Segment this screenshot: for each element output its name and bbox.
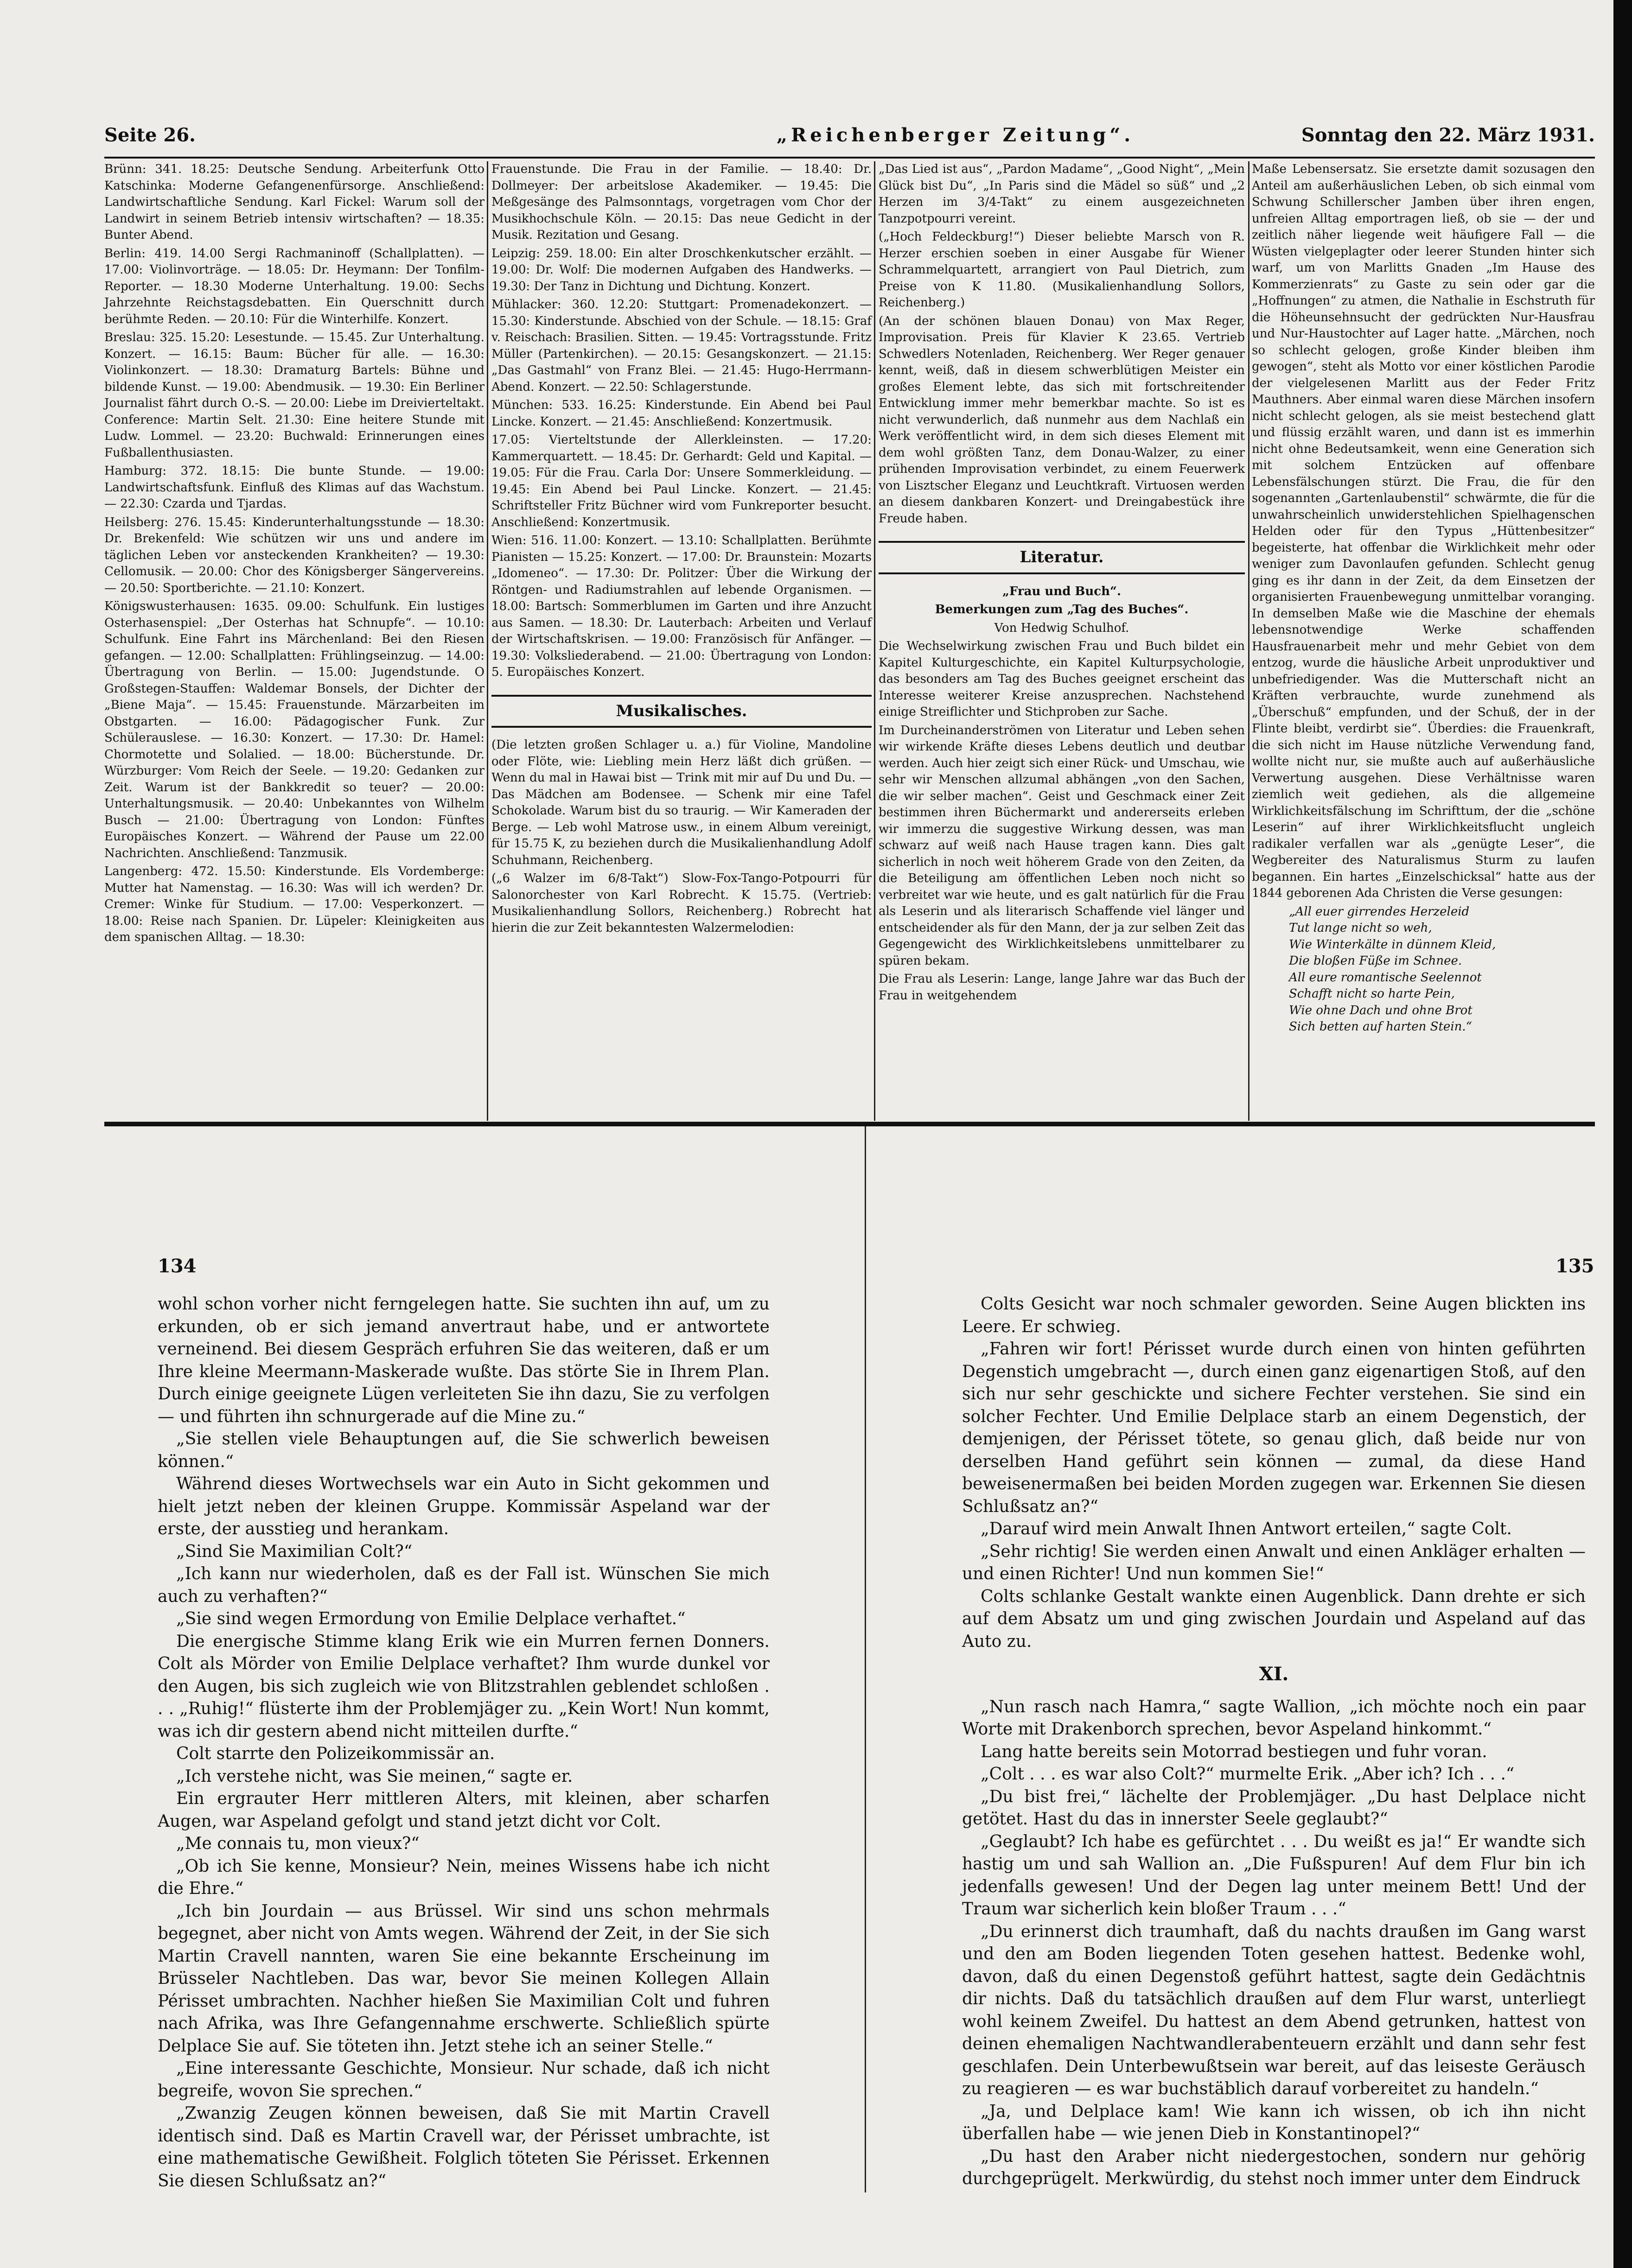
- article-continuation-column: [1252, 161, 1595, 1112]
- novel-paragraph: „Fahren wir fort! Périsset wurde durch einen von hinten geführten Degenstich umgebracht —, durch einen ganz eigenartigen Stoß, auf den sich nur sehr geschickte und sichere Fechter verstehen. Sie sind ein solcher Fechter. Und Emilie Delplace starb an einem Degenstich, der demjenigen, der Périsset tötete, so genau glich, daß beide nur von derselben Hand geführt sein können — zumal, da diese Hand beweisenermaßen bei beiden Morden zugegen war. Erkennen Sie diesen Schlußsatz an?“: [962, 1340, 1586, 1516]
- radio-entry: Leipzig: 259. 18.00: Ein alter Droschkenkutscher erzählt. — 19.00: Dr. Wolf: Die modernen Aufgaben des Handwerks. — 19.30: Der Tanz in Dichtung und Dichtung. Konzert.: [491, 246, 872, 293]
- novel-paragraph: „Du hast den Araber nicht niedergestochen, sondern nur gehörig durchgeprügelt. Merkwürdig, du stehst noch immer unter dem Eindruck: [962, 2147, 1586, 2188]
- novel-paragraph: Während dieses Wortwechsels war ein Auto in Sicht gekommen und hielt jetzt neben der kleinen Gruppe. Kommissär Aspeland war der erste, der ausstieg und herankam.: [158, 1474, 770, 1538]
- header-rule: [104, 157, 1595, 159]
- radio-entry: Hamburg: 372. 18.15: Die bunte Stunde. — 19.00: Landwirtschaftsfunk. Einfluß des Klimas auf das Wachstum. — 22.30: Czarda und Tjardas.: [104, 464, 484, 511]
- page-header: [104, 124, 1595, 152]
- novel-paragraph: „Ich bin Jourdain — aus Brüssel. Wir sind uns schon mehrmals begegnet, aber nicht von Amts wegen. Während der Zeit, in der Sie sich Martin Cravell nannten, waren Sie eine bekannte Erscheinung im Brüsseler Nachtleben. Das war, bevor Sie meinen Kollegen Allain Périsset umbrachten. Nachher hießen Sie Maximilian Colt und fuhren nach Afrika, was Ihre Gefangennahme erschwerte. Schließlich spürte Delplace Sie auf. Sie töteten ihn. Jetzt stehe ich an seiner Stelle.“: [158, 1901, 770, 2056]
- music-review: „Das Lied ist aus“, „Pardon Madame“, „Good Night“, „Mein Glück bist Du“, „In Paris sind die Mädel so süß“ und „2 Herzen im 3/4-Takt“ zu einem ausgezeichneten Tanzpotpourri vereint.: [879, 162, 1245, 226]
- scan-edge: [1613, 0, 1632, 2268]
- column-divider: [874, 161, 875, 1121]
- novel-paragraph: „Sie sind wegen Ermordung von Emilie Delplace verhaftet.“: [176, 1609, 686, 1628]
- music-review: („Hoch Feldeckburg!“) Dieser beliebte Marsch von R. Herzer erschien soeben in einer Ausgabe für Wiener Schrammelquartett, arrangiert von Paul Dietrich, zum Preise von K 11.80. (Musikalienhandlung Sollors, Reichenberg.): [879, 230, 1245, 310]
- issue-date: Sonntag den 22. März 1931.: [1301, 124, 1595, 146]
- article-paragraph: Maße Lebensersatz. Sie ersetzte damit sozusagen den Anteil am außerhäuslichen Leben, ob sich einmal vom Schwung Schillerscher Jamben über ihren engen, unfreien Alltag emportragen ließ, ob sie — der und zeitlich näher liegende weit häufigere Fall — die Wüsten vielgeplagter oder leerer Stunden hinter sich warf, um von Marlitts Gnaden „Im Hause des Kommerzienrats“ zu Gaste zu sein oder gar die „Hoffnungen“ zu atmen, die Nathalie in Eschstruth für die Höheunsehnsucht der gedrückten Nur-Hausfrau und Nur-Haustochter auf Lager hatte. „Märchen, noch so schlecht gelogen, große Kinder bleiben ihm gewogen“, steht als Motto vor einer köstlichen Parodie der vielgelesenen Marlitt aus der Feder Fritz Mauthners. Aber einmal waren diese Märchen insofern nicht schlecht gelogen, als sie meist bestechend glatt und flüssig erzählt waren, und dann ist es immerhin nicht ohne Bedeutsamkeit, wenn eine Generation sich mit solchem Entzücken auf offenbare Lebensfälschungen stürzt. Die Frau, die für den sogenannten „Gartenlaubenstil“ schwärmte, die für die unwahrscheinlich unwiderstehlichen Spielhagenschen Helden oder für den Typus „Hüttenbesitzer“ begeisterte, hat offenbar die Wirklichkeit mehr oder weniger zum Davonlaufen gefunden. Schlecht genug ging es ihr dann in der Zeit, da dem Einsetzen der organisierten Frauenbewegung unmittelbar voranging. In demselben Maße wie die Maschine der ehemals lebensnotwendige Werke schaffenden Hausfrauenarbeit mehr und mehr Gebiet von dem entzog, wurde die häusliche Arbeit unproduktiver und unbefriedigender. Was die Mutterschaft nicht an Kräften verbrauchte, wurde zunehmend als „Überschuß“ empfunden, und der Schuß, der in der Flinte bleibt, verdirbt sie“. Überdies: die Frauenkraft, die sich nicht im Hause nützliche Verwendung fand, wollte nicht nur, sie mußte auch auf außerhäusliche Verwertung ausgehen. Diese Verhältnisse waren ziemlich weit gediehen, als die allgemeine Wirklichkeitsfälschung im Schrifttum, der die „schöne Leserin“ auf ihrer Wirklichkeitsflucht ungleich radikaler verfallen war als „genügte Leser“, die Wegbereiter des Naturalismus Sturm zu laufen begannen. Ein hartes „Einzelschicksal“ hatte aus der 1844 geborenen Ada Christen die Verse gesungen:: [1252, 162, 1595, 900]
- article-author: Von Hedwig Schulhof.: [994, 621, 1129, 635]
- novel-left-page: [158, 1293, 770, 2191]
- novel-paragraph: „Darauf wird mein Anwalt Ihnen Antwort erteilen,“ sagte Colt.: [981, 1519, 1512, 1538]
- poem-line: „All euer girrendes Herzeleid: [1289, 904, 1470, 919]
- radio-entry: Breslau: 325. 15.20: Lesestunde. — 15.45. Zur Unterhaltung. Konzert. — 16.15: Baum: Bücher für alle. — 16.30: Violinkonzert. — 18.30: Dramaturg Bartels: Bühne und bildende Kunst. — 19.00: Abendmusik. — 19.30: Ein Berliner Journalist fährt durch O.-S. — 20.00: Liebe im Dreivierteltakt. Conference: Martin Selt. 21.30: Eine heitere Stunde mit Ludw. Lommel. — 23.20: Buchwald: Erinnerungen eines Fußballenthusiasten.: [104, 330, 484, 460]
- poem-line: Die bloßen Füße im Schnee.: [1289, 954, 1462, 968]
- article-title: „Frau und Buch“.: [1002, 584, 1122, 598]
- novel-paragraph: „Nun rasch nach Hamra,“ sagte Wallion, „ich möchte noch ein paar Worte mit Drakenborch sprechen, bevor Aspeland hinkommt.“: [962, 1697, 1586, 1739]
- music-review: (An der schönen blauen Donau) von Max Reger, Improvisation. Preis für Klavier K 23.65. Vertrieb Schwedlers Notenladen, Reichenberg. Wer Reger genauer kennt, weiß, daß in diesem schwerblütigen Meister ein großes Element lebte, das sich mit fortschreitender Entwicklung immer mehr bemerkbar machte. So ist es nicht verwunderlich, daß nunmehr aus dem Nachlaß ein Werk veröffentlicht wird, in dem sich dieses Element mit dem wohl größten Tanz, dem Donau-Walzer, zu einer prühenden Improvisation verbindet, zu einem Feuerwerk von Lisztscher Eleganz und Leuchtkraft. Virtuosen werden an diesem dankbaren Konzert- und Dreingabestück ihre Freude haben.: [879, 314, 1245, 526]
- novel-paragraph: „Ich kann nur wiederholen, daß es der Fall ist. Wünschen Sie mich auch zu verhaften?“: [158, 1564, 770, 1606]
- novel-paragraph: Colts schlanke Gestalt wankte einen Augenblick. Dann drehte er sich auf dem Absatz um und ging zwischen Jourdain und Aspeland auf das Auto zu.: [962, 1587, 1586, 1651]
- radio-entry: Königswusterhausen: 1635. 09.00: Schulfunk. Ein lustiges Osterhasenspiel: „Der Osterhas hat Schnupfe“. — 10.10: Schulfunk. Eine Fahrt ins Märchenland: Bei den Riesen gefangen. — 12.00: Schallplatten: Frühlingseinzug. — 14.00: Übertragung von Berlin. — 15.00: Jugendstunde. O Großstegen-Stauffen: Waldemar Bonsels, der Dichter der „Biene Maja“. — 15.45: Frauenstunde. Märzarbeiten im Obstgarten. — 16.00: Pädagogischer Funk. Zur Schülerauslese. — 16.30: Konzert. — 17.30: Dr. Hamel: Chormotette und Solalied. — 18.00: Bücherstunde. Dr. Würzburger: Vom Reich der Seele. — 19.20: Gedanken zur Zeit. Warum ist der Bankkredit so teuer? — 20.00: Unterhaltungsmusik. — 20.40: Unbekanntes von Wilhelm Busch — 21.00: Übertragung von London: Fünftes Europäisches Konzert. — Während der Pause um 22.00 Nachrichten. Anschließend: Tanzmusik.: [104, 599, 484, 860]
- column-divider: [487, 161, 488, 1121]
- poem-line: Wie ohne Dach und ohne Brot: [1289, 1003, 1473, 1017]
- novel-paragraph: Ein ergrauter Herr mittleren Alters, mit kleinen, aber scharfen Augen, war Aspeland gefolgt und stand jetzt dicht vor Colt.: [158, 1789, 770, 1831]
- music-literature-column: [879, 161, 1245, 1112]
- poem-line: Schafft nicht so harte Pein,: [1289, 987, 1455, 1001]
- novel-paragraph: Colt starrte den Polizeikommissär an.: [176, 1744, 495, 1763]
- radio-entry: Berlin: 419. 14.00 Sergi Rachmaninoff (Schallplatten). — 17.00: Violinvorträge. — 18.05: Dr. Heymann: Der Tonfilm-Reporter. — 18.30 Moderne Unterhaltung. 19.00: Sechs Jahrzehnte Reichstagsdebatten. Ein Querschnitt durch berühmte Reden. — 20.10: Für die Winterhilfe. Konzert.: [104, 246, 484, 326]
- article-subtitle: Bemerkungen zum „Tag des Buches“.: [935, 603, 1189, 616]
- radio-entry: Mühlacker: 360. 12.20: Stuttgart: Promenadekonzert. — 15.30: Kinderstunde. Abschied von der Schule. — 18.15: Graf v. Reischach: Brasilien. Sitten. — 19.45: Vortragsstunde. Fritz Müller (Partenkirchen). — 20.15: Gesangskonzert. — 21.15: „Das Gastmahl“ von Franz Blei. — 21.45: Hugo-Herrmann-Abend. Konzert. — 22.50: Schlagerstunde.: [491, 298, 872, 394]
- right-page-number: 135: [1556, 1255, 1594, 1277]
- novel-paragraph: Die energische Stimme klang Erik wie ein Murren fernen Donners. Colt als Mörder von Emilie Delplace verhaftet? Ihm wurde dunkel vor den Augen, bis sich zugleich wie von Blitzstrahlen geblendet schloßen . . . „Ruhig!“ flüsterte ihm der Problemjäger zu. „Kein Wort! Nun kommt, was ich dir gestern abend nicht mitteilen durfte.“: [158, 1632, 770, 1741]
- novel-right-page: [962, 1293, 1586, 2216]
- music-review: („6 Walzer im 6/8-Takt“) Slow-Fox-Tango-Potpourri für Salonorchester von Karl Robrecht. K 15.75. (Vertrieb: Musikalienhandlung Sollors, Reichenberg.) Robrecht hat hierin die zur Zeit bekanntesten Walzermelodien:: [491, 871, 872, 935]
- chapter-heading: XI.: [1259, 1663, 1289, 1685]
- novel-paragraph: „Du erinnerst dich traumhaft, daß du nachts draußen im Gang warst und den am Boden liegenden Toten gesehen hattest. Bedenke wohl, davon, daß du einen Degenstoß geführt hattest, sagte dein Gedächtnis dir nichts. Daß du tatsächlich draußen auf dem Flur warst, unterliegt wohl keinem Zweifel. Du hattest an dem Abend getrunken, hattest von deinen ehemaligen Nachtwandlerabenteuern erzählt und dann sehr fest geschlafen. Dein Unterbewußtsein war bereit, auf das leiseste Geräusch zu reagieren — es war buchstäblich darauf vorbereitet zu handeln.“: [962, 1922, 1586, 2098]
- novel-paragraph: „Ich verstehe nicht, was Sie meinen,“ sagte er.: [176, 1766, 573, 1786]
- radio-entry: Frauenstunde. Die Frau in der Familie. — 18.40: Dr. Dollmeyer: Der arbeitslose Akademiker. — 19.45: Die Meßgesänge des Palmsonntags, vorgetragen vom Chor der Musikhochschule Köln. — 20.15: Das neue Gedicht in der Musik. Rezitation und Gesang.: [491, 162, 872, 242]
- poem-line: Tut lange nicht so weh,: [1289, 921, 1432, 935]
- radio-entry: München: 533. 16.25: Kinderstunde. Ein Abend bei Paul Lincke. Konzert. — 21.45: Anschließend: Konzertmusik.: [491, 398, 872, 429]
- poem-line: Sich betten auf harten Stein.“: [1289, 1020, 1472, 1034]
- radio-entry: 17.05: Vierteltstunde der Allerkleinsten. — 17.20: Kammerquartett. — 18.45: Dr. Gerhardt: Geld und Kapital. — 19.05: Für die Frau. Carla Dor: Unsere Sommerkleidung. — 19.45: Ein Abend bei Paul Lincke. Konzert. — 21.45: Schriftsteller Fritz Büchner wird vom Funkreporter besucht. Anschließend: Konzertmusik.: [491, 433, 872, 529]
- radio-program-column-1: [104, 161, 484, 1112]
- article-paragraph: Im Durcheinanderströmen von Literatur und Leben sehen wir wirkende Kräfte dieses Lebens deutlich und deutbar werden. Auch hier zeigt sich einer Rück- und Umschau, wie sehr wir Menschen allzumal abhängen „von den Sachen, die wir selber machen“. Geist und Geschmack einer Zeit bestimmen ihren Büchermarkt und andererseits erleben wir immerzu die suggestive Wirkung dessen, was man schwarz auf weiß nach Hause tragen kann. Dies galt sicherlich in noch weit höherem Grade von den Zeiten, da die Beteiligung am öffentlichen Leben noch nicht so verbreitet war wie heute, und es galt natürlich für die Frau als Leserin und als literarisch Schaffende viel länger und entscheidender als für den Mann, der ja zur selben Zeit das Gegengewicht des Wirklichkeitslebens unmittelbarer zu spüren bekam.: [879, 723, 1245, 968]
- music-review: (Die letzten großen Schlager u. a.) für Violine, Mandoline oder Flöte, wie: Liebling mein Herz läßt dich grüßen. — Wenn du mal in Hawai bist — Trink mit mir auf Du und Du. — Das Mädchen am Bodensee. — Schenk mir eine Tafel Schokolade. Warum bist du so traurig. — Wir Kameraden der Berge. — Leb wohl Matrose usw., in einem Album vereinigt, für 15.75 K, zu beziehen durch die Musikalienhandlung Adolf Schuhmann, Reichenberg.: [491, 738, 872, 867]
- section-separator: [104, 1122, 1595, 1126]
- radio-entry: Heilsberg: 276. 15.45: Kinderunterhaltungsstunde — 18.30: Dr. Brekenfeld: Wie schützen wir uns und andere im täglichen Leben vor ansteckenden Krankheiten? — 19.30: Cellomusik. — 20.00: Chor des Königsberger Sängervereins. — 20.50: Sportberichte. — 21.10: Konzert.: [104, 515, 484, 595]
- fold-divider: [865, 1126, 866, 2192]
- page-number-label: Seite 26.: [104, 124, 196, 146]
- novel-paragraph: „Du bist frei,“ lächelte der Problemjäger. „Du hast Delplace nicht getötet. Hast du das in innerster Seele geglaubt?“: [962, 1787, 1586, 1829]
- poem: [1252, 904, 1595, 1036]
- section-heading-musik: Musikalisches.: [491, 695, 872, 728]
- novel-paragraph: „Geglaubt? Ich habe es gefürchtet . . . Du weißt es ja!“ Er wandte sich hastig um und sah Wallion an. „Die Fußspuren! Auf dem Flur bin ich jedenfalls gewesen! Und der Degen lag unter meinem Bett! Und der Traum war sicherlich kein bloßer Traum . . .“: [962, 1832, 1586, 1919]
- novel-paragraph: „Eine interessante Geschichte, Monsieur. Nur schade, daß ich nicht begreife, wovon Sie sprechen.“: [158, 2059, 770, 2101]
- column-divider: [1248, 161, 1250, 1121]
- radio-entry: Brünn: 341. 18.25: Deutsche Sendung. Arbeiterfunk Otto Katschinka: Moderne Gefangenenfürsorge. Anschließend: Landwirtschaftliche Sendung. Karl Fickel: Warum soll der Landwirt in seinem Betrieb intensiv wirtschaften? — 18.35: Bunter Abend.: [104, 162, 484, 242]
- article-paragraph: Die Wechselwirkung zwischen Frau und Buch bildet ein Kapitel Kulturgeschichte, ein Kapitel Kulturpsychologie, das besonders am Tag des Buches geeignet erscheint das Interesse weiterer Kreise anzusprechen. Nachstehend einige Streiflichter und Stichproben zur Sache.: [879, 639, 1245, 719]
- article-paragraph: Die Frau als Leserin: Lange, lange Jahre war das Buch der Frau in weitgehendem: [879, 972, 1245, 1003]
- poem-line: Wie Winterkälte in dünnem Kleid,: [1289, 937, 1496, 952]
- novel-paragraph: „Zwanzig Zeugen können beweisen, daß Sie mit Martin Cravell identisch sind. Daß es Martin Cravell war, der Périsset umbrachte, ist eine mathematische Gewißheit. Folglich töteten Sie Périsset. Erkennen Sie diesen Schlußsatz an?“: [158, 2104, 770, 2191]
- novel-paragraph: „Sind Sie Maximilian Colt?“: [176, 1542, 413, 1561]
- novel-paragraph: „Ja, und Delplace kam! Wie kann ich wissen, ob ich ihn nicht überfallen habe — wie jenen Dieb in Konstantinopel?“: [962, 2102, 1586, 2143]
- radio-entry: Langenberg: 472. 15.50: Kinderstunde. Els Vordemberge: Mutter hat Namenstag. — 16.30: Was will ich werden? Dr. Cremer: Winke für Studium. — 17.00: Vesperkonzert. — 18.00: Reise nach Spanien. Dr. Lüpeler: Kleinigkeiten aus dem spanischen Alltag. — 18.30:: [104, 864, 484, 944]
- novel-paragraph: Colts Gesicht war noch schmaler geworden. Seine Augen blickten ins Leere. Er schwieg.: [962, 1295, 1586, 1336]
- poem-line: All eure romantische Seelennot: [1289, 970, 1482, 985]
- novel-paragraph: Lang hatte bereits sein Motorrad bestiegen und fuhr voran.: [981, 1742, 1487, 1761]
- radio-entry: Wien: 516. 11.00: Konzert. — 13.10: Schallplatten. Berühmte Pianisten — 15.25: Konzert. — 17.00: Dr. Braunstein: Mozarts „Idomeneo“. — 17.30: Dr. Politzer: Über die Wirkung der Röntgen- und Radiumstrahlen auf lebende Organismen. — 18.00: Bartsch: Sommerblumen im Garten und ihre Anzucht aus Samen. — 18.30: Dr. Lauterbach: Arbeiten und Verlauf der Wirtschaftskrisen. — 19.00: Französisch für Anfänger. — 19.30: Volksliederabend. — 21.00: Übertragung von London: 5. Europäisches Konzert.: [491, 534, 872, 679]
- novel-paragraph: „Colt . . . es war also Colt?“ murmelte Erik. „Aber ich? Ich . . .“: [981, 1765, 1515, 1784]
- novel-paragraph: „Sehr richtig! Sie werden einen Anwalt und einen Ankläger erhalten — und einen Richter! Und nun kommen Sie!“: [962, 1542, 1586, 1583]
- novel-paragraph: wohl schon vorher nicht ferngelegen hatte. Sie suchten ihn auf, um zu erkunden, ob er sich jemand anvertraut habe, und er antwortete verneinend. Bei diesem Gespräch erfuhren Sie das weiteren, daß er um Ihre kleine Meermann-Maskerade wußte. Das störte Sie in Ihrem Plan. Durch einige geeignete Lügen verleiteten Sie ihn dazu, Sie zu verfolgen — und führten ihn schnurgerade auf die Mine zu.“: [158, 1295, 770, 1426]
- radio-program-column-2: [491, 161, 872, 1112]
- section-heading-literatur: Literatur.: [879, 541, 1245, 574]
- left-page-number: 134: [158, 1255, 197, 1277]
- newspaper-title: „Reichenberger Zeitung“.: [777, 124, 1135, 146]
- novel-paragraph: „Me connais tu, mon vieux?“: [176, 1834, 420, 1853]
- novel-paragraph: „Sie stellen viele Behauptungen auf, die Sie schwerlich beweisen können.“: [158, 1429, 770, 1471]
- novel-paragraph: „Ob ich Sie kenne, Monsieur? Nein, meines Wissens habe ich nicht die Ehre.“: [158, 1856, 770, 1898]
